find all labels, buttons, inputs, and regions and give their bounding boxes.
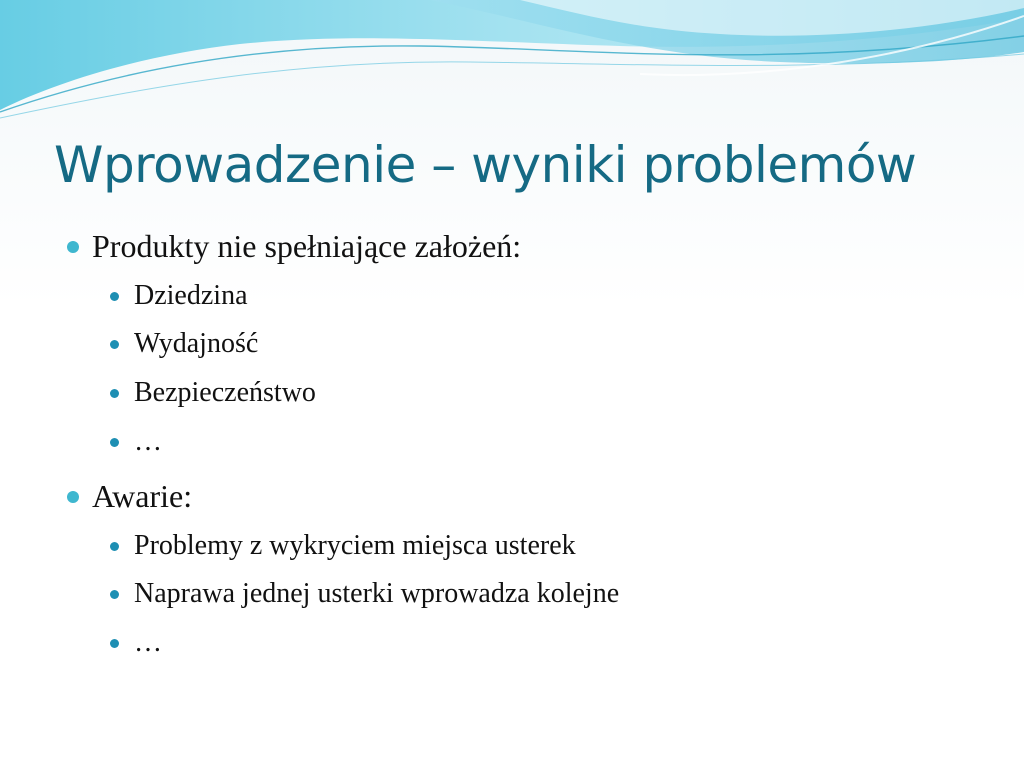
- sub-bullet-text: Wydajność: [134, 328, 259, 359]
- sub-bullet-text: Bezpieczeństwo: [134, 377, 316, 408]
- bullet-text: Awarie:: [92, 478, 193, 514]
- sub-bullet-text: …: [134, 426, 162, 457]
- bullet-text: Produkty nie spełniające założeń:: [92, 228, 522, 264]
- bullet-dot-icon: [67, 241, 79, 253]
- bullet-item: [92, 478, 192, 514]
- sub-bullet-item: [134, 627, 162, 659]
- sub-bullet-text: …: [134, 627, 162, 658]
- sub-bullet-item: [134, 426, 162, 458]
- sub-bullet-text: Problemy z wykryciem miejsca usterek: [134, 530, 576, 561]
- sub-bullet-text: Naprawa jednej usterki wprowadza kolejne: [134, 578, 620, 609]
- slide-title: Wprowadzenie – wyniki problemów: [54, 136, 917, 194]
- bullet-item: [92, 228, 521, 264]
- bullet-dot-icon: [110, 438, 119, 447]
- bullet-dot-icon: [67, 491, 79, 503]
- sub-bullet-item: [134, 578, 619, 610]
- sub-bullet-item: [134, 280, 248, 312]
- bullet-dot-icon: [110, 590, 119, 599]
- bullet-dot-icon: [110, 340, 119, 349]
- sub-bullet-text: Dziedzina: [134, 280, 248, 311]
- sub-bullet-item: [134, 328, 258, 360]
- sub-bullet-item: [134, 530, 576, 562]
- sub-bullet-item: [134, 377, 316, 409]
- bullet-dot-icon: [110, 542, 119, 551]
- bullet-dot-icon: [110, 292, 119, 301]
- bullet-dot-icon: [110, 639, 119, 648]
- bullet-dot-icon: [110, 389, 119, 398]
